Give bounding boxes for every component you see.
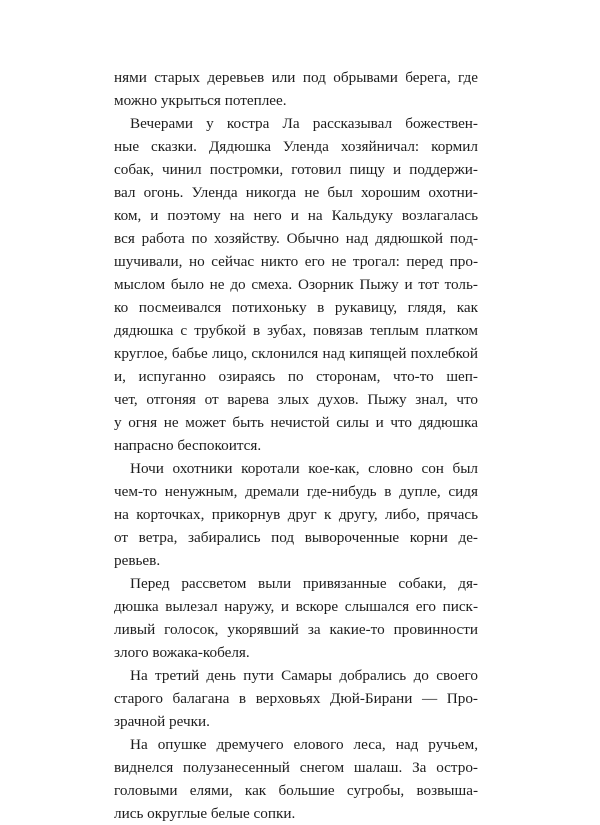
- paragraph: [114, 733, 478, 825]
- body-text: [114, 66, 478, 825]
- text-line: мыслом было не до смеха. Озорник Пыжу и тот толь-: [114, 276, 478, 293]
- text-line: на корточках, прикорнув друг к другу, либо, прячась: [114, 506, 478, 523]
- text-line: вся работа по хозяйству. Обычно над дядюшкой под-: [114, 230, 478, 247]
- paragraph: [114, 66, 478, 112]
- text-line: ные сказки. Дядюшка Уленда хозяйничал: кормил: [114, 138, 478, 155]
- paragraph: [114, 664, 478, 733]
- text-line: зрачной речки.: [114, 713, 210, 730]
- text-line: На опушке дремучего елового леса, над ручьем,: [130, 736, 478, 753]
- text-line: виднелся полузанесенный снегом шалаш. За остро-: [114, 759, 478, 776]
- text-line: ко посмеивался потихоньку в рукавицу, глядя, как: [114, 299, 478, 316]
- text-line: дядюшка с трубкой в зубах, повязав теплым платком: [114, 322, 478, 339]
- text-line: злого вожака-кобеля.: [114, 644, 250, 661]
- text-line: можно укрыться потеплее.: [114, 92, 287, 109]
- paragraph: [114, 457, 478, 572]
- text-line: чем-то ненужным, дремали где-нибудь в дупле, сидя: [114, 483, 478, 500]
- text-line: На третий день пути Самары добрались до своего: [130, 667, 478, 684]
- text-line: собак, чинил постромки, готовил пищу и поддержи-: [114, 161, 478, 178]
- text-line: напрасно беспокоится.: [114, 437, 262, 454]
- text-line: дюшка вылезал наружу, и вскоре слышался его писк-: [114, 598, 478, 615]
- text-line: лись округлые белые сопки.: [114, 805, 296, 822]
- text-line: круглое, бабье лицо, склонился над кипящей похлебкой: [114, 345, 478, 362]
- text-line: нями старых деревьев или под обрывами берега, где: [114, 69, 478, 86]
- paragraph: [114, 572, 478, 664]
- text-line: Перед рассветом выли привязанные собаки, дя-: [130, 575, 478, 592]
- text-line: Ночи охотники коротали кое-как, словно сон был: [130, 460, 478, 477]
- text-line: старого балагана в верховьях Дюй-Бирани — Про-: [114, 690, 478, 707]
- text-line: чет, отгоняя от варева злых духов. Пыжу знал, что: [114, 391, 478, 408]
- text-line: ком, и поэтому на него и на Кальдуку возлагалась: [114, 207, 478, 224]
- text-line: у огня не может быть нечистой силы и что дядюшка: [114, 414, 478, 431]
- text-line: и, испуганно озираясь по сторонам, что-то шеп-: [114, 368, 478, 385]
- text-line: ревьев.: [114, 552, 161, 569]
- text-line: от ветра, забирались под вывороченные корни де-: [114, 529, 478, 546]
- paragraph: [114, 112, 478, 457]
- text-line: ливый голосок, укорявший за какие-то провинности: [114, 621, 478, 638]
- text-line: шучивали, но сейчас никто его не трогал: перед про-: [114, 253, 478, 270]
- text-line: головыми елями, как большие сугробы, возвыша-: [114, 782, 478, 799]
- text-line: вал огонь. Уленда никогда не был хорошим охотни-: [114, 184, 478, 201]
- text-line: Вечерами у костра Ла рассказывал божествен-: [130, 115, 478, 132]
